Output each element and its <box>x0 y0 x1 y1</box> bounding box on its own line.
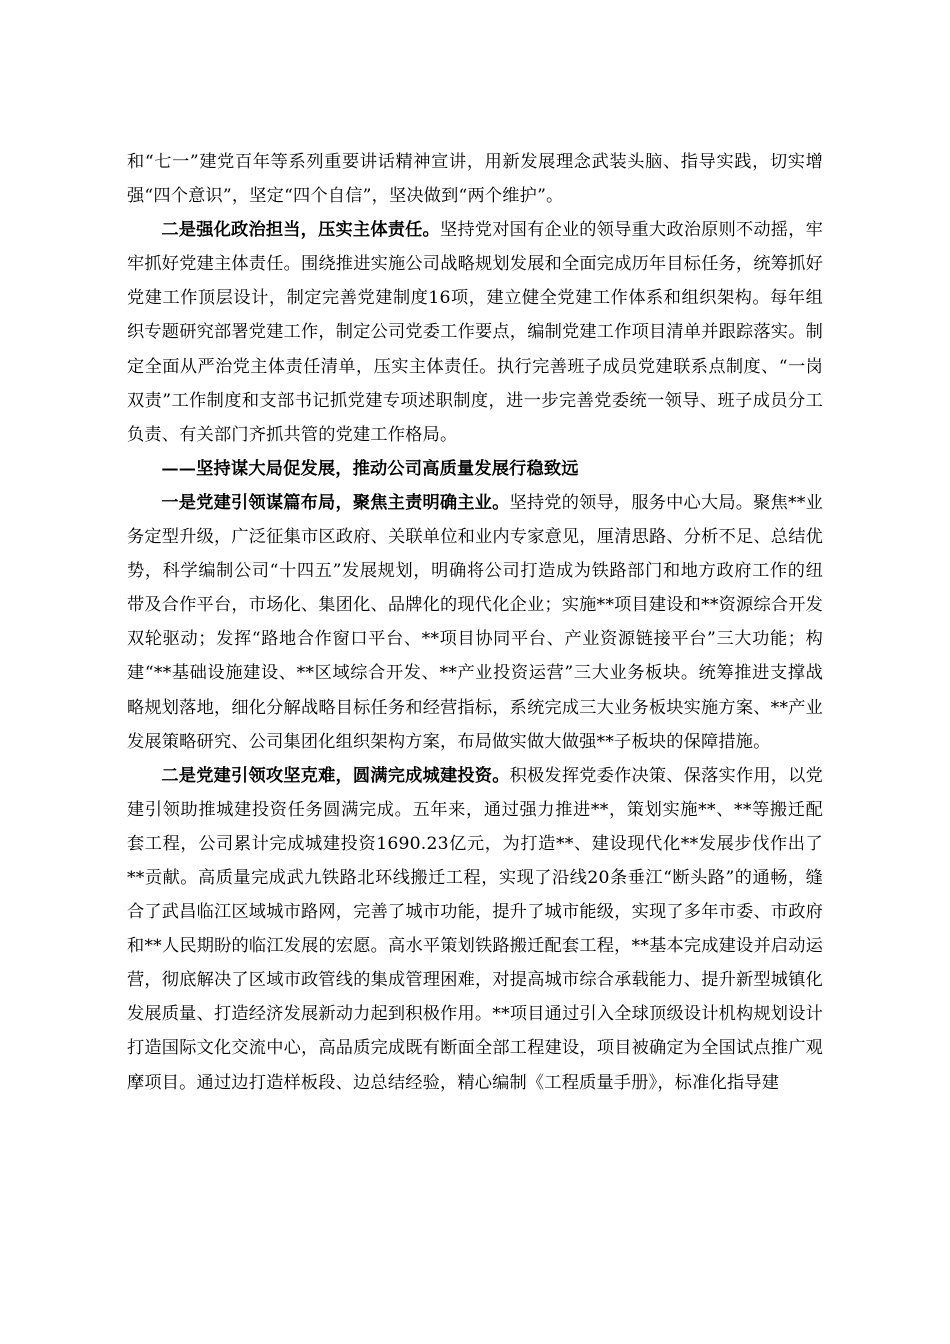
document-page <box>127 145 823 1100</box>
section-heading: ——坚持谋大局促发展，推动公司高质量发展行稳致远 <box>161 458 579 479</box>
paragraph-3 <box>127 486 823 759</box>
paragraph-1-text: 和“七一”建党百年等系列重要讲话精神宣讲，用新发展理念武装头脑、指导实践，切实增强“四个意识”，坚定“四个自信”，坚决做到“两个维护”。 <box>127 152 823 207</box>
paragraph-2-text: 坚持党对国有企业的领导重大政治原则不动摇，牢牢抓好党建主体责任。围绕推进实施公司战略规划发展和全面完成历年目标任务，统筹抓好党建工作顶层设计，制定完善党建制度16项，建立健全党建工作体系和组织架构。每年组织专题研究部署党建工作，制定公司党委工作要点，编制党建工作项目清单并跟踪落实。制定全面从严治党主体责任清单，压实主体责任。执行完善班子成员党建联系点制度、“一岗双责”工作制度和支部书记抓党建专项述职制度，进一步完善党委统一领导、班子成员分工负责、有关部门齐抓共管的党建工作格局。 <box>127 220 824 445</box>
paragraph-3-text: 坚持党的领导，服务中心大局。聚焦**业务定型升级，广泛征集市区政府、关联单位和业内专家意见，厘清思路、分析不足、总结优势，科学编制公司“十四五”发展规划，明确将公司打造成为铁路部门和地方政府工作的纽带及合作平台，市场化、集团化、品牌化的现代化企业；实施**项目建设和**资源综合开发双轮驱动；发挥“路地合作窗口平台、**项目协同平台、产业资源链接平台”三大功能；构建“**基础设施建设、**区域综合开发、**产业投资运营”三大业务板块。统筹推进支撑战略规划落地，细化分解战略目标任务和经营指标，系统完成三大业务板块实施方案、**产业发展策略研究、公司集团化组织架构方案，布局做实做大做强**子板块的保障措施。 <box>127 492 823 752</box>
paragraph-2-lead: 二是强化政治担当，压实主体责任。 <box>161 220 440 241</box>
paragraph-3-lead: 一是党建引领谋篇布局，聚焦主责明确主业。 <box>161 492 510 513</box>
paragraph-4 <box>127 759 823 1100</box>
paragraph-2 <box>127 213 823 452</box>
paragraph-1 <box>127 145 823 213</box>
paragraph-4-text: 积极发挥党委作决策、保落实作用，以党建引领助推城建投资任务圆满完成。五年来，通过强力推进**，策划实施**、**等搬迁配套工程，公司累计完成城建投资1690.23亿元，为打造**、建设现代化**发展步伐作出了**贡献。高质量完成武九铁路北环线搬迁工程，实现了沿线20条垂江“断头路”的通畅，缝合了武昌临江区域城市路网，完善了城市功能，提升了城市能级，实现了多年市委、市政府和**人民期盼的临江发展的宏愿。高水平策划铁路搬迁配套工程，**基本完成建设并启动运营，彻底解决了区域市政管线的集成管理困难，对提高城市综合承载能力、提升新型城镇化发展质量、打造经济发展新动力起到积极作用。**项目通过引入全球顶级设计机构规划设计打造国际文化交流中心，高品质完成既有断面全部工程建设，项目被确定为全国试点推广观摩项目。通过边打造样板段、边总结经验，精心编制《工程质量手册》，标准化指导建 <box>127 765 823 1093</box>
paragraph-4-lead: 二是党建引领攻坚克难，圆满完成城建投资。 <box>161 765 510 786</box>
